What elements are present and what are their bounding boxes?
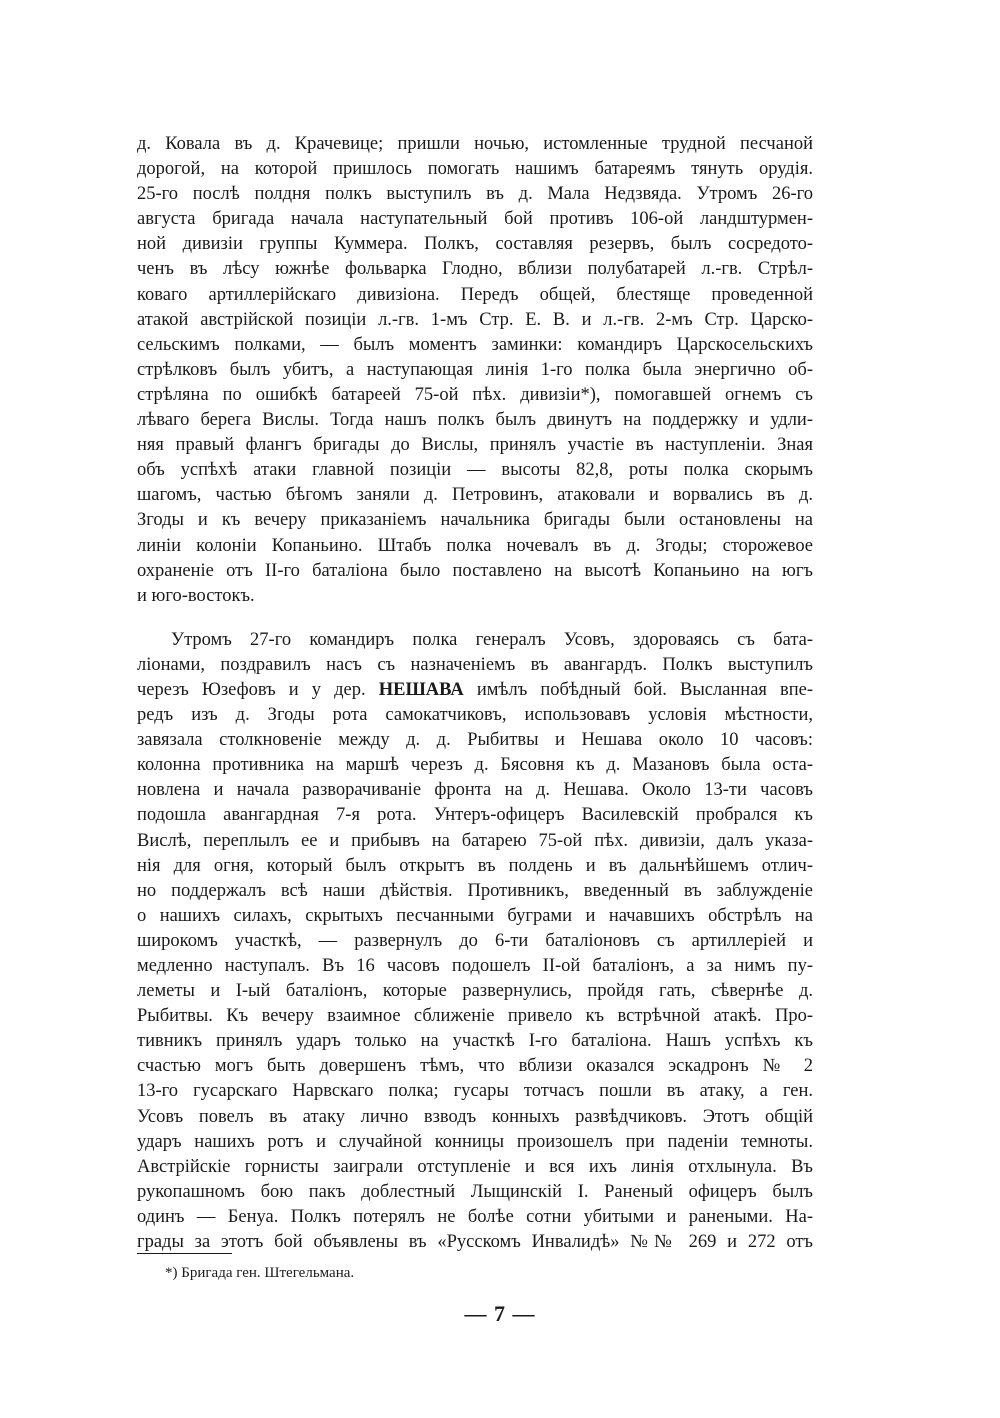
text-line: шагомъ, частью бѣгомъ заняли д. Петровинъ, атаковали и ворвались въ д. <box>137 485 813 506</box>
text-line: няя правый флангъ бригады до Вислы, принялъ участіе въ наступленіи. Зная <box>137 435 813 456</box>
place-name-emphasis: НЕШАВА <box>378 679 464 700</box>
text-line: коваго артиллерійскаго дивизіона. Передъ общей, блестяще проведенной <box>137 284 813 305</box>
text-line: линіи колоніи Копаньино. Штабъ полка ночевалъ въ д. Згоды; сторожевое <box>137 535 813 556</box>
text-line: Утромъ 27-го командиръ полка генералъ Усовъ, здороваясь съ бата- <box>171 629 813 650</box>
text-line: завязала столкновеніе между д. д. Рыбитвы и Нешава около 10 часовъ: <box>137 730 813 751</box>
text-line: лѣваго берега Вислы. Тогда нашъ полкъ былъ двинутъ на поддержку и удли- <box>137 410 813 431</box>
text-line: колонна противника на маршѣ черезъ д. Бясовня къ д. Мазановъ была оста- <box>137 755 813 776</box>
text-line: тивникъ принялъ ударъ только на участкѣ I-го баталіона. Нашъ успѣхъ къ <box>137 1031 813 1052</box>
text-line: рукопашномъ бою пакъ доблестный Лыщинскій I. Раненый офицеръ былъ <box>137 1181 813 1202</box>
text-line: Вислѣ, переплылъ ее и прибывъ на батарею 75-ой пѣх. дивизіи, далъ указа- <box>137 830 813 851</box>
text-line: подошла авангардная 7-я рота. Унтеръ-офицеръ Василевскій пробрался къ <box>137 805 813 826</box>
text-line: 25-го послѣ полдня полкъ выступилъ въ д. Мала Недзвяда. Утромъ 26-го <box>137 184 813 205</box>
text-line: одинъ — Бенуа. Полкъ потерялъ не болѣе сотни убитыми и ранеными. На- <box>137 1206 813 1227</box>
text-line: грады за этотъ бой объявлены въ «Русскомъ Инвалидѣ» №№ 269 и 272 отъ <box>137 1232 813 1253</box>
text-line: Австрійскіе горнисты заиграли отступленіе и вся ихъ линія отхлынула. Въ <box>137 1156 813 1177</box>
paragraph <box>137 132 813 609</box>
text-line: Усовъ повелъ въ атаку лично взводъ конныхъ развѣдчиковъ. Этотъ общій <box>137 1106 813 1127</box>
text-line: 13-го гусарскаго Нарвскаго полка; гусары тотчасъ пошли въ атаку, а ген. <box>137 1081 813 1102</box>
text-line: о нашихъ силахъ, скрытыхъ песчанными буграми и начавшихъ обстрѣлъ на <box>137 905 813 926</box>
text-line-with-emphasis <box>137 678 813 703</box>
text-line: Згоды и къ вечеру приказаніемъ начальника бригады были остановлены на <box>137 510 813 531</box>
text-line: д. Ковала въ д. Крачевице; пришли ночью, истомленные трудной песчаной <box>137 134 813 154</box>
body-text <box>137 132 813 1305</box>
text-line: объ успѣхѣ атаки главной позиціи — высоты 82,8, роты полка скорымъ <box>137 460 813 481</box>
text-line: медленно наступалъ. Въ 16 часовъ подошелъ II-ой баталіонъ, а за нимъ пу- <box>137 956 813 976</box>
text-line: и юго-востокъ. <box>137 585 255 606</box>
text-line: ударъ нашихъ ротъ и случайной конницы произошелъ при паденіи темноты. <box>137 1131 813 1152</box>
text-line: сельскимъ полками, — былъ моментъ заминки: командиръ Царскосельскихъ <box>137 334 813 355</box>
text-line: новлена и начала разворачиваніе фронта на д. Нешава. Около 13-ти часовъ <box>137 780 813 801</box>
text-line: стрѣляна по ошибкѣ батареей 75-ой пѣх. дивизіи*), помогавшей огнемъ съ <box>137 384 813 405</box>
text-line: ченъ въ лѣсу южнѣе фольварка Глодно, вблизи полубатарей л.-гв. Стрѣл- <box>137 259 813 280</box>
text-line: счастью могъ быть довершенъ тѣмъ, что вблизи оказался эскадронъ № 2 <box>137 1056 813 1077</box>
text-line: атакой австрійской позиціи л.-гв. 1-мъ Стр. Е. В. и л.-гв. 2-мъ Стр. Царско- <box>137 309 813 330</box>
text-line: леметы и I-ый баталіонъ, которые развернулись, пройдя гать, сѣвернѣе д. <box>137 981 813 1002</box>
page-number: — 7 — <box>464 1301 536 1326</box>
text-span: имѣлъ побѣдный бой. Высланная впе- <box>476 679 813 700</box>
text-line: дорогой, на которой пришлось помогать нашимъ батареямъ тянуть орудія. <box>137 159 813 180</box>
text-line: широкомъ участкѣ, — развернулъ до 6-ти баталіоновъ съ артиллеріей и <box>137 930 813 951</box>
footnote-divider <box>137 1253 232 1254</box>
text-line: охраненіе отъ II-го баталіона было поставлено на высотѣ Копаньино на югъ <box>137 560 813 581</box>
text-line: ліонами, поздравилъ насъ съ назначеніемъ въ авангардъ. Полкъ выступилъ <box>137 654 813 675</box>
text-line: но поддержалъ всѣ наши дѣйствія. Противникъ, введенный въ заблужденіе <box>137 880 813 901</box>
text-line: августа бригада начала наступательный бой противъ 106-ой ландштурмен- <box>137 209 813 230</box>
text-line: нія для огня, который былъ открытъ въ полдень и въ дальнѣйшемъ отлич- <box>137 855 813 876</box>
footnote: *) Бригада ген. Штегельмана. <box>165 1265 355 1281</box>
paragraph-spacer <box>137 609 813 628</box>
paragraph <box>137 628 813 1306</box>
text-line: ной дивизіи группы Куммера. Полкъ, составляя резервъ, былъ сосредото- <box>137 234 813 255</box>
text-line: редъ изъ д. Згоды рота самокатчиковъ, использовавъ условія мѣстности, <box>137 705 813 726</box>
text-line: Рыбитвы. Къ вечеру взаимное сближеніе привело къ встрѣчной атакѣ. Про- <box>137 1006 813 1027</box>
text-span: черезъ Юзефовъ и у дер. <box>137 679 366 700</box>
text-line: стрѣлковъ былъ убитъ, а наступающая линія 1-го полка была энергично об- <box>137 359 813 380</box>
